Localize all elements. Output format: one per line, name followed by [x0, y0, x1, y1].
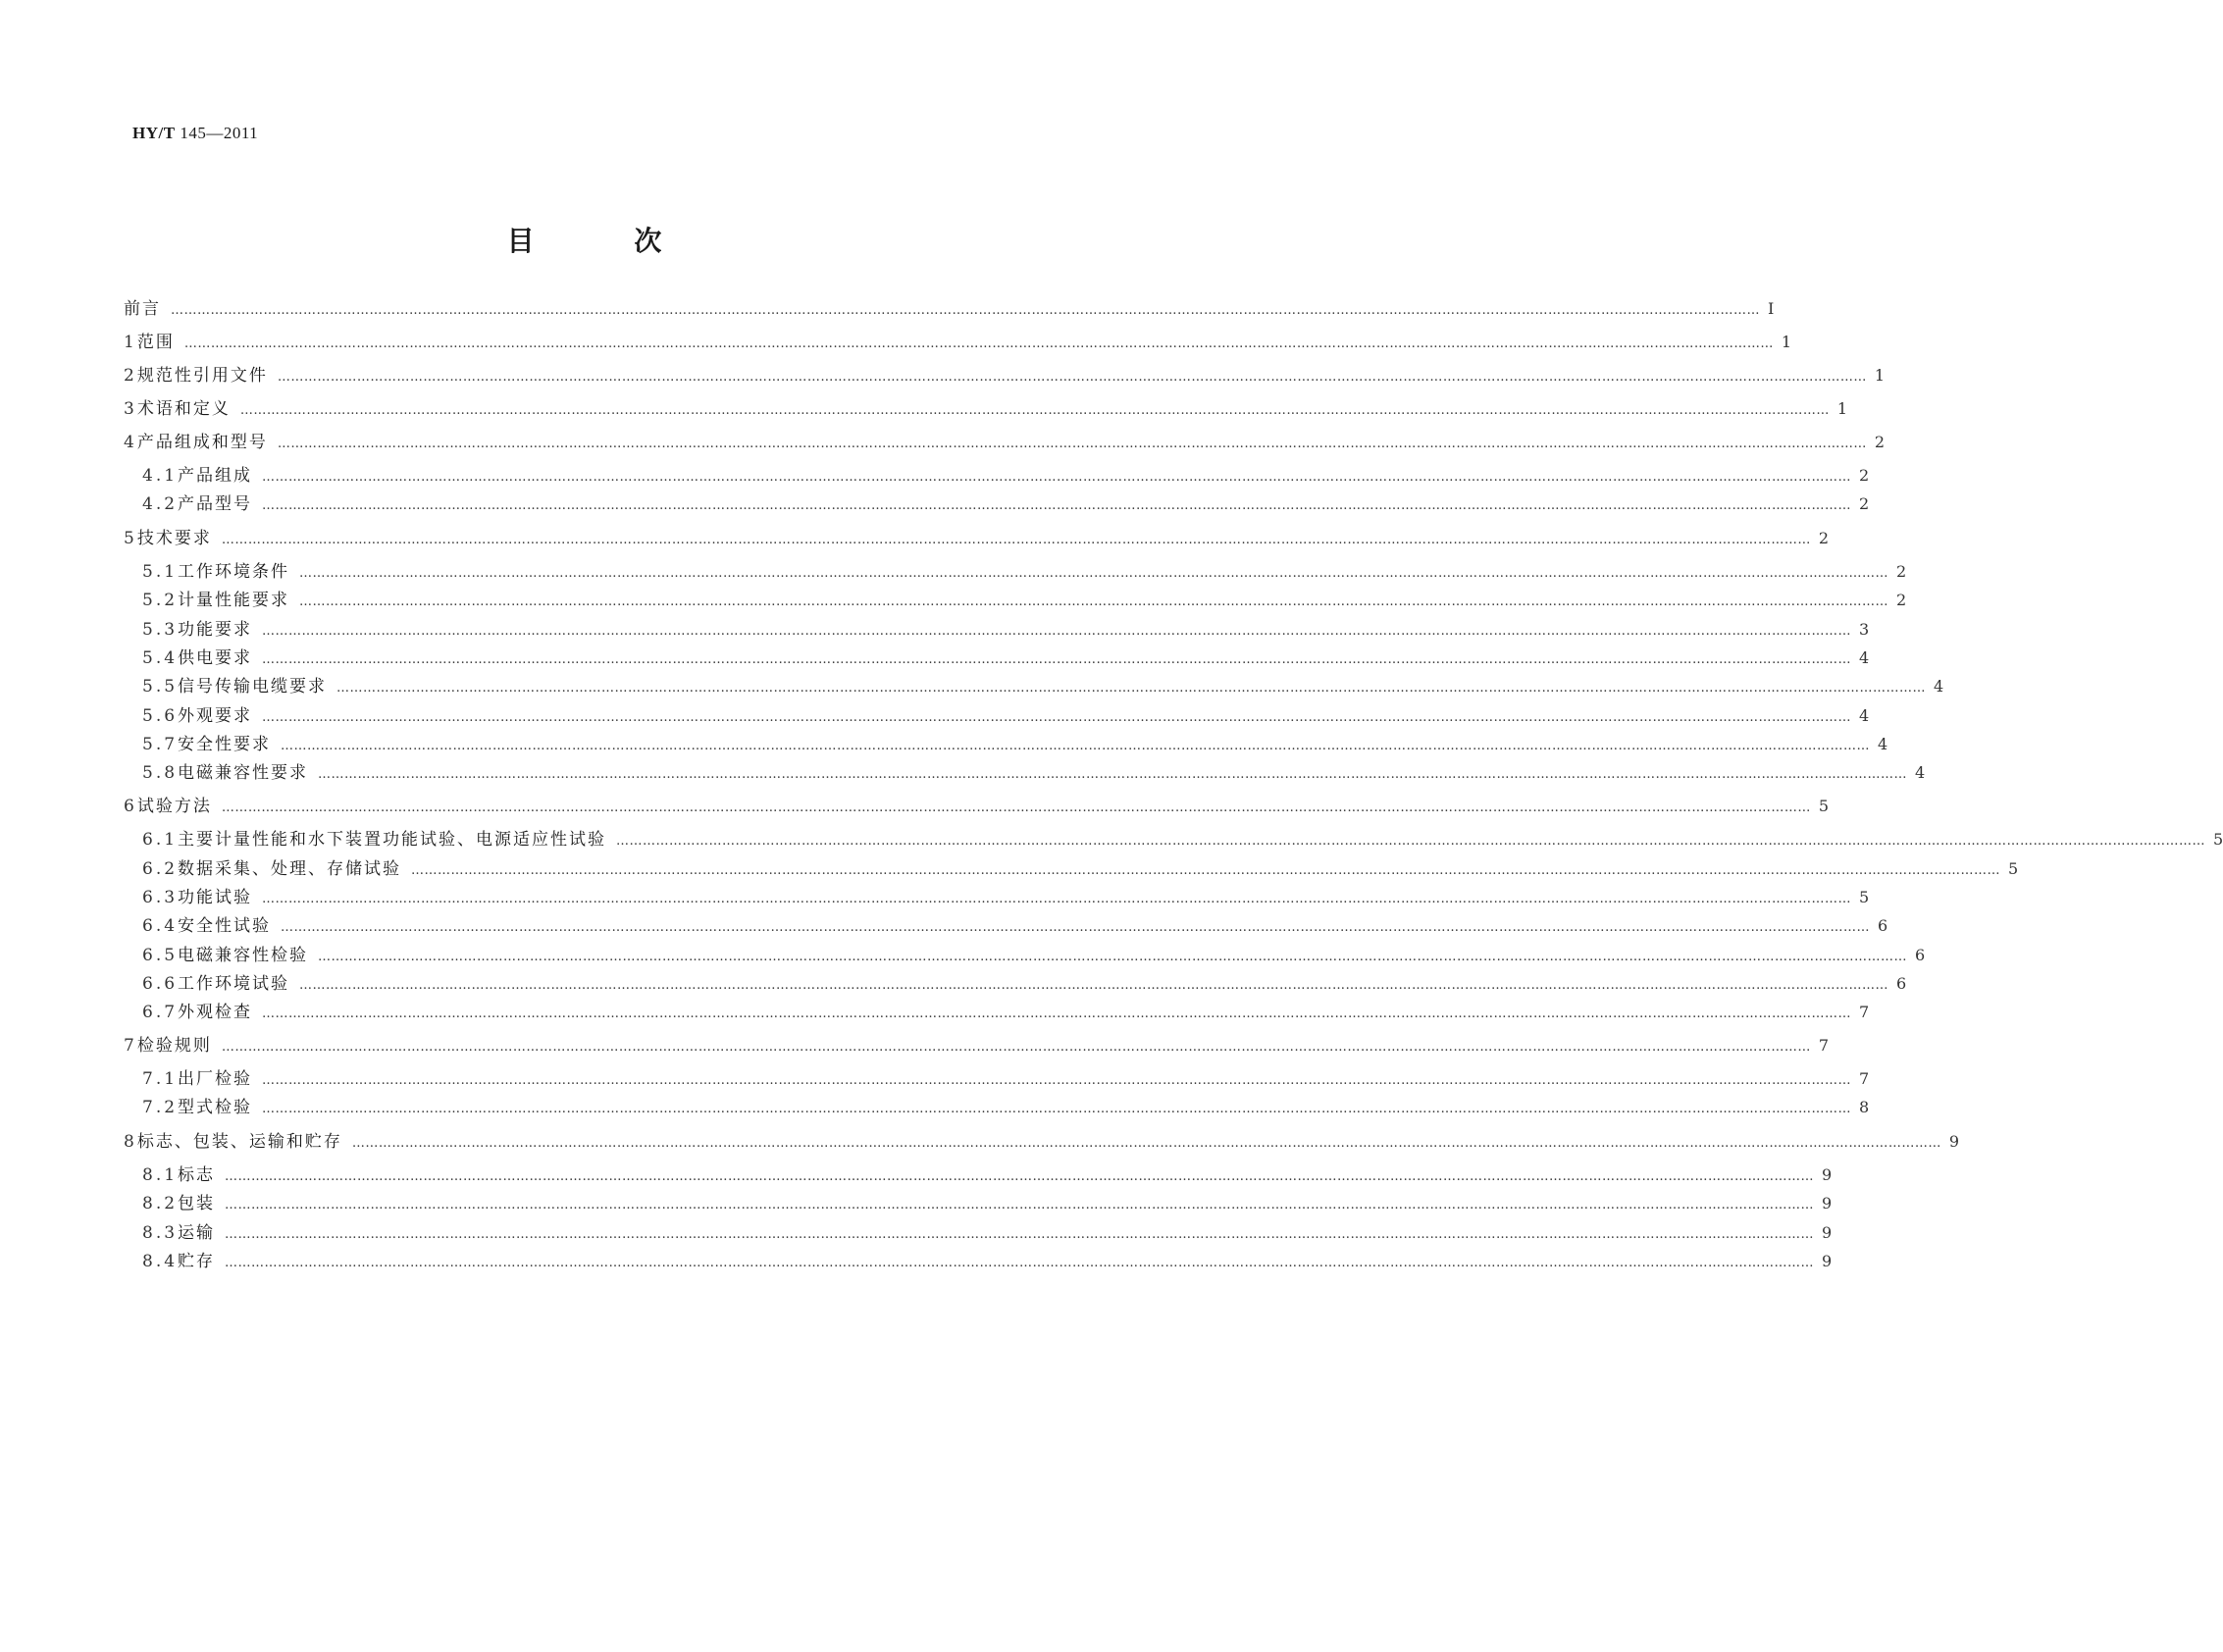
toc-entry-number: 5.2: [142, 591, 179, 610]
toc-entry-page: 4: [1915, 763, 1926, 782]
toc-leader-dots: ………………………………………………………………………………………………………………………………………………………………………………………………………………………………………………………………………………………………………………………………: [299, 594, 1889, 609]
toc-leader-dots: ………………………………………………………………………………………………………………………………………………………………………………………………………………………………………………………………………………………………………………………………: [225, 1256, 1815, 1270]
toc-entry[interactable]: [124, 364, 1886, 387]
toc-entry[interactable]: [142, 1192, 1833, 1215]
standard-code-prefix: HY/T: [132, 124, 176, 142]
toc-entry-label: 工作环境试验: [178, 974, 290, 994]
toc-entry[interactable]: [142, 857, 2019, 881]
toc-entry-label: 技术要求: [136, 529, 212, 548]
toc-entry[interactable]: [142, 1067, 1870, 1091]
toc-entry-label: 外观要求: [178, 706, 253, 726]
toc-leader-dots: ………………………………………………………………………………………………………………………………………………………………………………………………………………………………………………………………………………………………………………………………: [262, 1102, 1852, 1116]
toc-entry[interactable]: [142, 704, 1870, 728]
toc-leader-dots: ………………………………………………………………………………………………………………………………………………………………………………………………………………………………………………………………………………………………………………………………: [351, 1136, 1941, 1151]
toc-leader-dots: ………………………………………………………………………………………………………………………………………………………………………………………………………………………………………………………………………………………………………………………………: [262, 1007, 1852, 1021]
toc-entry-label: 范围: [136, 333, 175, 352]
toc-entry-number: 8.4: [142, 1252, 179, 1271]
toc-entry[interactable]: [142, 1096, 1870, 1119]
toc-entry-page: Ⅰ: [1768, 299, 1775, 318]
toc-entry[interactable]: [142, 972, 1907, 996]
toc-entry-label: 前言: [124, 299, 161, 319]
toc-entry-number: 6: [124, 797, 137, 816]
toc-entry[interactable]: [124, 1034, 1830, 1058]
toc-entry-number: 3: [124, 399, 137, 419]
toc-entry-number: 8.1: [142, 1165, 179, 1185]
toc-entry-number: 6.4: [142, 916, 179, 936]
toc-entry[interactable]: [142, 675, 1944, 698]
toc-leader-dots: ………………………………………………………………………………………………………………………………………………………………………………………………………………………………………………………………………………………………………………………………: [336, 681, 1927, 696]
toc-entry-number: 6.5: [142, 946, 179, 965]
toc-entry-label: 产品组成和型号: [136, 433, 268, 452]
toc-entry-page: 9: [1822, 1252, 1833, 1270]
toc-entry-number: 5.6: [142, 706, 179, 726]
toc-entry[interactable]: [142, 914, 1888, 938]
toc-entry-page: 7: [1859, 1069, 1870, 1088]
toc-leader-dots: ………………………………………………………………………………………………………………………………………………………………………………………………………………………………………………………………………………………………………………………………: [281, 920, 1871, 935]
toc-entry[interactable]: [142, 761, 1926, 785]
toc-entry-page: 5: [1859, 888, 1870, 906]
toc-leader-dots: ………………………………………………………………………………………………………………………………………………………………………………………………………………………………………………………………………………………………………………………………: [171, 303, 1760, 318]
toc-entry-label: 供电要求: [178, 648, 253, 668]
toc-entry-page: 5: [1818, 797, 1830, 815]
toc-leader-dots: ………………………………………………………………………………………………………………………………………………………………………………………………………………………………………………………………………………………………………………………………: [225, 1198, 1815, 1213]
toc-leader-dots: ………………………………………………………………………………………………………………………………………………………………………………………………………………………………………………………………………………………………………………………………: [616, 834, 2206, 849]
toc-entry-page: 9: [1822, 1194, 1833, 1213]
toc-entry[interactable]: [142, 1163, 1833, 1187]
toc-leader-dots: ………………………………………………………………………………………………………………………………………………………………………………………………………………………………………………………………………………………………………………………………: [411, 863, 2001, 878]
toc-entry-number: 8: [124, 1132, 137, 1152]
toc-entry-label: 计量性能要求: [178, 591, 290, 610]
toc-entry-page: 1: [1781, 333, 1792, 351]
toc-entry-label: 外观检查: [178, 1003, 253, 1022]
toc-entry-page: 7: [1818, 1036, 1830, 1055]
toc-entry-number: 5.1: [142, 562, 179, 582]
toc-entry-page: 9: [1822, 1165, 1833, 1184]
toc-entry-number: 5.4: [142, 648, 179, 668]
toc-entry-page: 6: [1878, 916, 1888, 935]
toc-entry-label: 安全性要求: [178, 735, 272, 754]
toc-entry-page: 2: [1859, 466, 1870, 485]
toc-entry-number: 1: [124, 333, 137, 352]
toc-leader-dots: ………………………………………………………………………………………………………………………………………………………………………………………………………………………………………………………………………………………………………………………………: [262, 710, 1852, 725]
toc-entry-number: 4.1: [142, 466, 179, 486]
toc-entry-number: 6.2: [142, 859, 179, 879]
toc-entry-page: 4: [1878, 735, 1888, 753]
toc-entry-label: 试验方法: [136, 797, 212, 816]
toc-entry-label: 产品型号: [178, 494, 253, 514]
toc-entry-label: 术语和定义: [136, 399, 231, 419]
toc-entry-number: 5.5: [142, 677, 179, 697]
toc-entry[interactable]: [124, 1130, 1960, 1154]
toc-entry-number: 4.2: [142, 494, 179, 514]
toc-entry-number: 7.2: [142, 1098, 179, 1117]
toc-entry-page: 6: [1896, 974, 1907, 993]
toc-entry[interactable]: [142, 944, 1926, 967]
toc-entry[interactable]: [142, 1250, 1833, 1273]
toc-entry[interactable]: [142, 589, 1907, 612]
toc-entry[interactable]: [142, 1001, 1870, 1024]
toc-entry-page: 2: [1896, 591, 1907, 609]
toc-entry-page: 5: [2213, 830, 2223, 849]
toc-entry-number: 5.8: [142, 763, 179, 783]
toc-entry[interactable]: [142, 560, 1907, 584]
toc-entry-label: 主要计量性能和水下装置功能试验、电源适应性试验: [178, 830, 607, 850]
toc-entry-number: 7.1: [142, 1069, 179, 1089]
toc-entry-label: 信号传输电缆要求: [178, 677, 328, 697]
toc-entry[interactable]: [124, 431, 1886, 454]
toc-entry-number: 4: [124, 433, 137, 452]
toc-leader-dots: ………………………………………………………………………………………………………………………………………………………………………………………………………………………………………………………………………………………………………………………………: [262, 652, 1852, 667]
toc-leader-dots: ………………………………………………………………………………………………………………………………………………………………………………………………………………………………………………………………………………………………………………………………: [281, 739, 1871, 753]
toc-entry-page: 8: [1859, 1098, 1870, 1116]
toc-leader-dots: ………………………………………………………………………………………………………………………………………………………………………………………………………………………………………………………………………………………………………………………………: [221, 1040, 1811, 1055]
toc-entry-page: 4: [1859, 706, 1870, 725]
toc-entry-number: 6.1: [142, 830, 179, 850]
toc-entry-page: 1: [1874, 366, 1886, 385]
toc-entry-page: 9: [1822, 1223, 1833, 1242]
toc-leader-dots: ………………………………………………………………………………………………………………………………………………………………………………………………………………………………………………………………………………………………………………………………: [277, 370, 1867, 385]
toc-leader-dots: ………………………………………………………………………………………………………………………………………………………………………………………………………………………………………………………………………………………………………………………………: [239, 403, 1830, 418]
toc-entry-label: 包装: [178, 1194, 216, 1213]
toc-entry[interactable]: [124, 795, 1830, 818]
toc-entry-number: 6.3: [142, 888, 179, 907]
toc-entry-label: 工作环境条件: [178, 562, 290, 582]
toc-entry-label: 标志: [178, 1165, 216, 1185]
toc-entry-label: 产品组成: [178, 466, 253, 486]
toc-entry-page: 2: [1859, 494, 1870, 513]
toc-entry-label: 数据采集、处理、存储试验: [178, 859, 402, 879]
toc-entry[interactable]: [142, 733, 1888, 756]
toc-entry-number: 2: [124, 366, 137, 386]
toc-entry-label: 型式检验: [178, 1098, 253, 1117]
toc-entry[interactable]: [142, 828, 2223, 852]
toc-entry-number: 6.6: [142, 974, 179, 994]
toc-entry-label: 贮存: [178, 1252, 216, 1271]
toc-entry-number: 7: [124, 1036, 137, 1056]
toc-leader-dots: ………………………………………………………………………………………………………………………………………………………………………………………………………………………………………………………………………………………………………………………………: [262, 892, 1852, 906]
toc-entry-page: 9: [1948, 1132, 1960, 1151]
toc-entry-page: 1: [1836, 399, 1848, 418]
toc-leader-dots: ………………………………………………………………………………………………………………………………………………………………………………………………………………………………………………………………………………………………………………………………: [221, 800, 1811, 815]
standard-code-number: 145—2011: [180, 124, 259, 142]
toc-entry[interactable]: [142, 464, 1870, 488]
toc-entry-label: 电磁兼容性要求: [178, 763, 309, 783]
toc-leader-dots: ………………………………………………………………………………………………………………………………………………………………………………………………………………………………………………………………………………………………………………………………: [262, 498, 1852, 513]
toc-entry-number: 5: [124, 529, 137, 548]
toc-entry-number: 5.7: [142, 735, 179, 754]
toc-entry-page: 2: [1896, 562, 1907, 581]
toc-entry-page: 2: [1874, 433, 1886, 451]
toc-entry-number: 6.7: [142, 1003, 179, 1022]
toc-entry-page: 7: [1859, 1003, 1870, 1021]
toc-leader-dots: ………………………………………………………………………………………………………………………………………………………………………………………………………………………………………………………………………………………………………………………………: [299, 978, 1889, 993]
toc-entry-number: 8.2: [142, 1194, 179, 1213]
toc-entry-label: 检验规则: [136, 1036, 212, 1056]
toc-leader-dots: ………………………………………………………………………………………………………………………………………………………………………………………………………………………………………………………………………………………………………………………………: [225, 1227, 1815, 1242]
toc-leader-dots: ………………………………………………………………………………………………………………………………………………………………………………………………………………………………………………………………………………………………………………………………: [318, 767, 1908, 782]
toc-entry-label: 电磁兼容性检验: [178, 946, 309, 965]
toc-leader-dots: ………………………………………………………………………………………………………………………………………………………………………………………………………………………………………………………………………………………………………………………………: [262, 1073, 1852, 1088]
toc-entry-page: 6: [1915, 946, 1926, 964]
toc-leader-dots: ………………………………………………………………………………………………………………………………………………………………………………………………………………………………………………………………………………………………………………………………: [299, 566, 1889, 581]
toc-entry-label: 运输: [178, 1223, 216, 1243]
page-title: 目 次: [506, 225, 707, 257]
toc-entry[interactable]: [124, 397, 1848, 421]
toc-entry[interactable]: [142, 1221, 1833, 1245]
toc-entry-page: 2: [1818, 529, 1830, 547]
toc-entry-page: 3: [1859, 620, 1870, 639]
toc-entry-label: 规范性引用文件: [136, 366, 268, 386]
toc-leader-dots: ………………………………………………………………………………………………………………………………………………………………………………………………………………………………………………………………………………………………………………………………: [318, 950, 1908, 964]
toc-entry[interactable]: [124, 527, 1830, 550]
toc-entry[interactable]: [142, 646, 1870, 670]
toc-entry[interactable]: [142, 886, 1870, 909]
toc-leader-dots: ………………………………………………………………………………………………………………………………………………………………………………………………………………………………………………………………………………………………………………………………: [183, 336, 1774, 351]
toc-entry-number: 5.3: [142, 620, 179, 640]
toc-entry-page: 4: [1934, 677, 1944, 696]
toc-entry[interactable]: [124, 331, 1792, 354]
toc-entry[interactable]: [142, 618, 1870, 642]
toc-entry[interactable]: [142, 492, 1870, 516]
toc-entry-label: 标志、包装、运输和贮存: [136, 1132, 342, 1152]
toc-entry[interactable]: [124, 297, 1775, 321]
toc-entry-number: 8.3: [142, 1223, 179, 1243]
toc-leader-dots: ………………………………………………………………………………………………………………………………………………………………………………………………………………………………………………………………………………………………………………………………: [262, 624, 1852, 639]
toc-entry-label: 出厂检验: [178, 1069, 253, 1089]
toc-entry-label: 安全性试验: [178, 916, 272, 936]
toc-leader-dots: ………………………………………………………………………………………………………………………………………………………………………………………………………………………………………………………………………………………………………………………………: [225, 1169, 1815, 1184]
toc-entry-page: 4: [1859, 648, 1870, 667]
toc-leader-dots: ………………………………………………………………………………………………………………………………………………………………………………………………………………………………………………………………………………………………………………………………: [262, 470, 1852, 485]
toc-entry-label: 功能试验: [178, 888, 253, 907]
toc-entry-label: 功能要求: [178, 620, 253, 640]
toc-leader-dots: ………………………………………………………………………………………………………………………………………………………………………………………………………………………………………………………………………………………………………………………………: [221, 533, 1811, 547]
toc-entry-page: 5: [2008, 859, 2019, 878]
toc-leader-dots: ………………………………………………………………………………………………………………………………………………………………………………………………………………………………………………………………………………………………………………………………: [277, 437, 1867, 451]
